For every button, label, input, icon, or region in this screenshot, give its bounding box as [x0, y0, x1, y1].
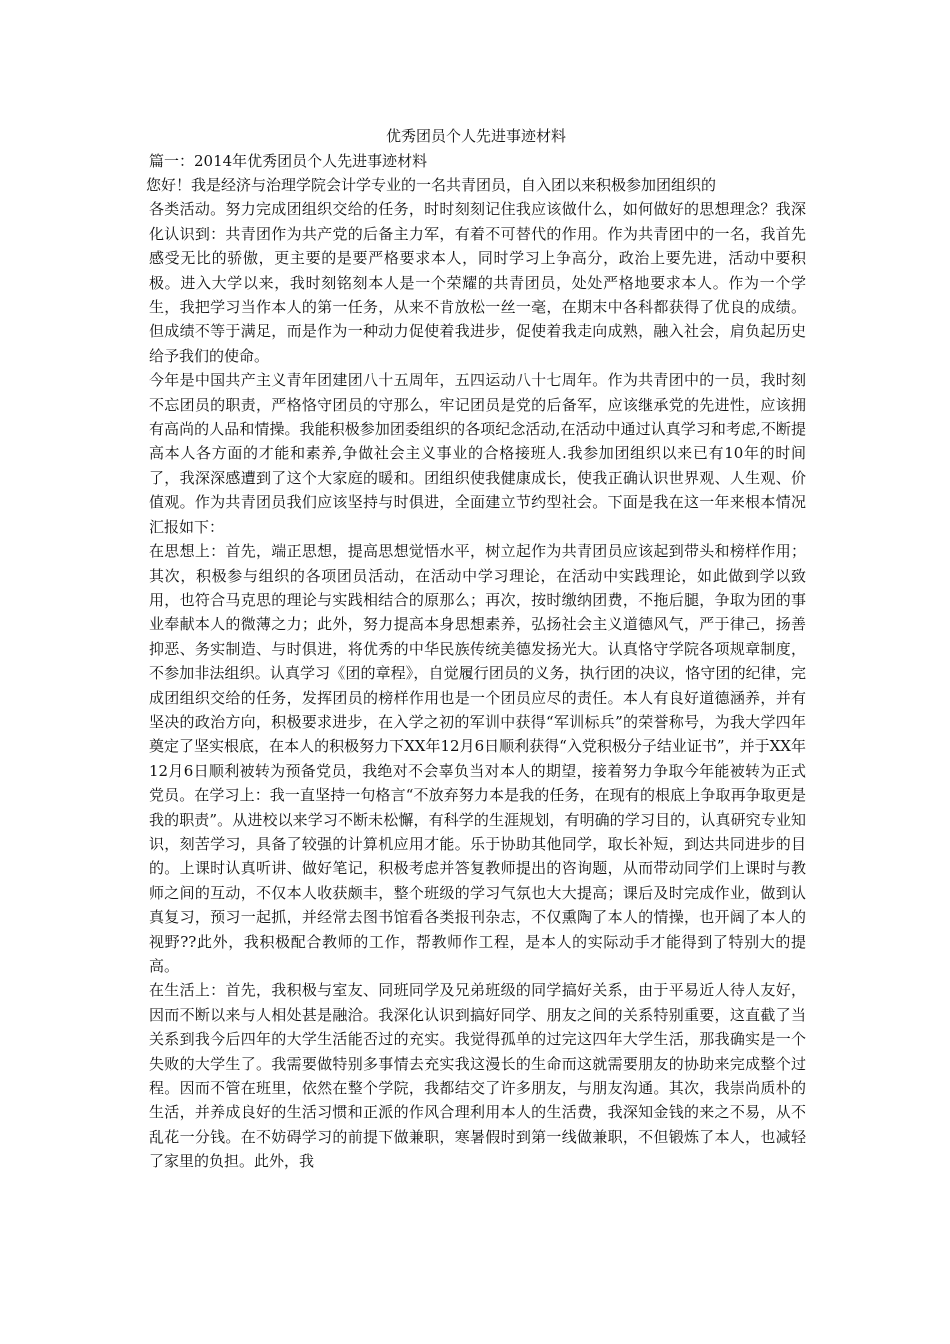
paragraph-anniversary: 今年是中国共产主义青年团建团八十五周年，五四运动八十七周年。作为共青团中的一员，我时刻不忘团员的职责，严格恪守团员的守那么，牢记团员是党的后备军，应该继承党的先进性，应该拥有高尚的人品和情操。我能积极参加团委组织的各项纪念活动,在活动中通过认真学习和考虑,不断提高本人各方面的才能和素养,争做社会主义事业的合格接班人.我参加团组织以来已有10年的时间了，我深深感遭到了这个大家庭的暖和。团组织使我健康成长，使我正确认识世界观、人生观、价值观。作为共青团员我们应该坚持与时俱进，全面建立节约型社会。下面是我在这一年来根本情况汇报如下：	[149, 371, 806, 536]
paragraph-life: 在生活上：首先，我积极与室友、同班同学及兄弟班级的同学搞好关系，由于平易近人待人友好，因而不断以来与人相处甚是融洽。我深化认识到搞好同学、朋友之间的关系特别重要，这直截了当关系到我今后四年的大学生活能否过的充实。我觉得孤单的过完这四年大学生活，那我确实是一个失败的大学生了。我需要做特别多事情去充实我这漫长的生命而这就需要朋友的协助来完成整个过程。因而不管在班里，依然在整个学院，我都结交了许多朋友，与朋友沟通。其次，我崇尚质朴的生活，并养成良好的生活习惯和正派的作风合理利用本人的生活费，我深知金钱的来之不易，从不乱花一分钱。在不妨碍学习的前提下做兼职，寒暑假时到第一线做兼职，不但锻炼了本人，也减轻了家里的负担。此外，我	[149, 981, 806, 1171]
paragraph-activities: 各类活动。努力完成团组织交给的任务，时时刻刻记住我应该做什么，如何做好的思想理念？我深化认识到：共青团作为共产党的后备主力军，有着不可替代的作用。作为共青团中的一名，我首先感受无比的骄傲，更主要的是要严格要求本人，同时学习上争高分，政治上要先进，活动中要积极。进入大学以来，我时刻铭刻本人是一个荣耀的共青团员，处处严格地要求本人。作为一个学生，我把学习当作本人的第一任务，从来不肯放松一丝一毫，在期末中各科都获得了优良的成绩。但成绩不等于满足，而是作为一种动力促使着我进步，促使着我走向成熟，融入社会，肩负起历史给予我们的使命。	[149, 200, 806, 365]
paragraph-greeting: 您好！我是经济与治理学院会计学专业的一名共青团员，自入团以来积极参加团组织的	[146, 176, 717, 194]
document-title: 优秀团员个人先进事迹材料	[385, 127, 566, 145]
document-subtitle: 篇一：2014年优秀团员个人先进事迹材料	[149, 152, 428, 170]
document-page	[146, 124, 806, 1174]
paragraph-thought-and-study: 在思想上：首先，端正思想，提高思想觉悟水平，树立起作为共青团员应该起到带头和榜样作用；其次，积极参与组织的各项团员活动，在活动中学习理论，在活动中实践理论，如此做到学以致用，也符合马克思的理论与实践相结合的原那么；再次，按时缴纳团费，不拖后腿，争取为团的事业奉献本人的微薄之力；此外，努力提高本身思想素养，弘扬社会主义道德风气，严于律己，扬善抑恶、务实制造、与时俱进，将优秀的中华民族传统美德发扬光大。认真恪守学院各项规章制度，不参加非法组织。认真学习《团的章程》，自觉履行团员的义务，执行团的决议，恪守团的纪律，完成团组织交给的任务，发挥团员的榜样作用也是一个团员应尽的责任。本人有良好道德涵养，并有坚决的政治方向，积极要求进步，在入学之初的军训中获得“军训标兵”的荣誉称号，为我大学四年奠定了坚实根底，在本人的积极努力下XX年12月6日顺利获得“入党积极分子结业证书”，并于XX年12月6日顺利被转为预备党员，我绝对不会辜负当对本人的期望，接着努力争取今年能被转为正式党员。在学习上：我一直坚持一句格言“不放弃努力本是我的任务，在现有的根底上争取再争取更是我的职责”。从进校以来学习不断未松懈，有科学的生涯规划，有明确的学习目的，认真研究专业知识，刻苦学习，具备了较强的计算机应用才能。乐于协助其他同学，取长补短，到达共同进步的目的。上课时认真听讲、做好笔记，积极考虑并答复教师提出的咨询题，从而带动同学们上课时与教师之间的互动，不仅本人收获颇丰，整个班级的学习气氛也大大提高；课后及时完成作业，做到认真复习，预习一起抓，并经常去图书馆看各类报刊杂志，不仅熏陶了本人的情操，也开阔了本人的视野??此外，我积极配合教师的工作，帮教师作工程，是本人的实际动手才能得到了特别大的提高。	[149, 542, 806, 975]
